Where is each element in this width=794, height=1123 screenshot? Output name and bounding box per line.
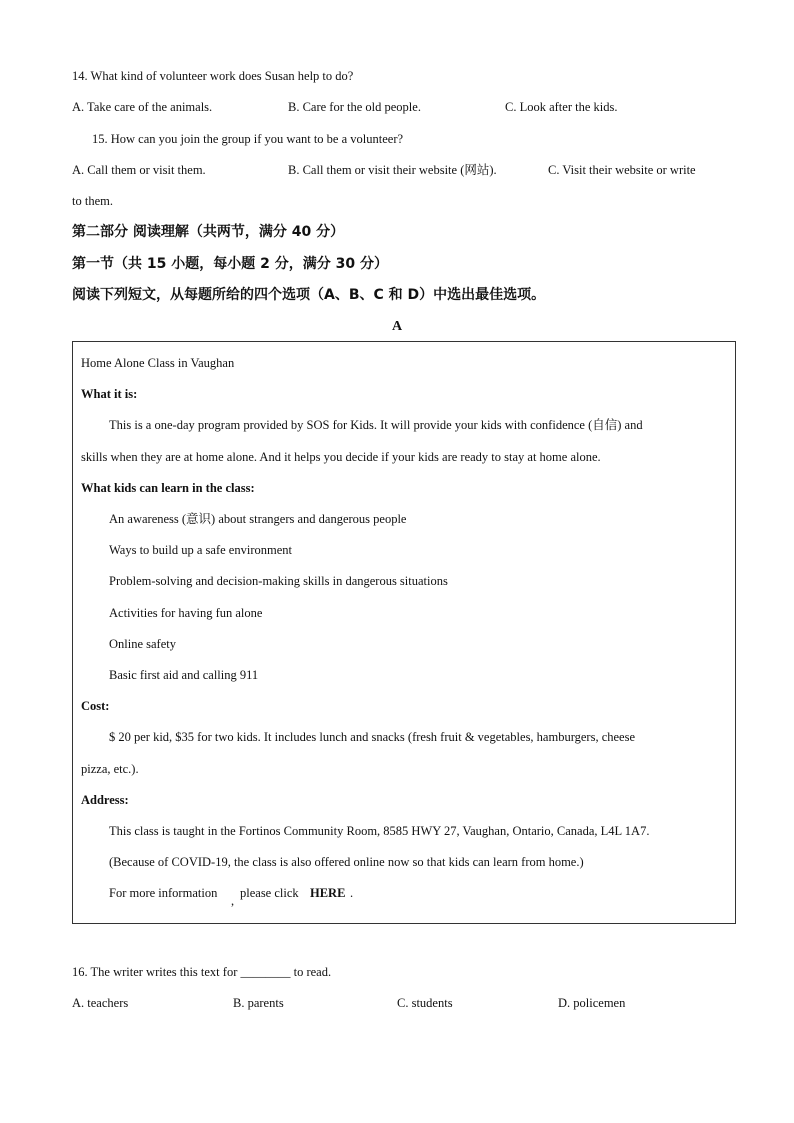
q15-option-b: B. Call them or visit their website (网站). [288,163,497,177]
here-link[interactable]: HERE [310,886,346,900]
learn-item: An awareness (意识) about strangers and dangerous people [109,512,407,526]
cost-heading: Cost: [81,699,110,713]
q16-option-d: D. policemen [558,996,626,1010]
q16-option-c: C. students [397,996,453,1010]
q15-option-c: C. Visit their website or write [548,163,696,177]
q14-option-b: B. Care for the old people. [288,100,421,114]
passage-letter: A [391,319,403,334]
cost-line-2: pizza, etc.). [81,762,139,776]
address-line-2: (Because of COVID-19, the class is also offered online now so that kids can learn from home.) [109,855,584,869]
more-info-text: For more information [109,886,218,900]
question-15: 15. How can you join the group if you want to be a volunteer? [92,132,404,146]
learn-item: Online safety [109,637,176,651]
address-heading: Address: [81,793,129,807]
learn-item: Problem-solving and decision-making skills in dangerous situations [109,574,448,588]
learn-heading: What kids can learn in the class: [81,481,255,495]
question-16: 16. The writer writes this text for ________ to read. [72,965,332,979]
what-line-2: skills when they are at home alone. And it helps you decide if your kids are ready to stay at home alone. [81,450,601,464]
what-line-1: This is a one-day program provided by SOS for Kids. It will provide your kids with confidence (自信) and [109,418,643,432]
learn-item: Ways to build up a safe environment [109,543,292,557]
q15-option-c-continued: to them. [72,194,113,208]
address-line-1: This class is taught in the Fortinos Community Room, 8585 HWY 27, Vaughan, Ontario, Canada, L4L 1A7. [109,824,650,838]
q15-option-a: A. Call them or visit them. [72,163,206,177]
q14-option-c: C. Look after the kids. [505,100,618,114]
passage-title: Home Alone Class in Vaughan [81,356,235,370]
learn-item: Basic first aid and calling 911 [109,668,259,682]
more-info-period: . [350,886,354,900]
q14-option-a: A. Take care of the animals. [72,100,213,114]
learn-item: Activities for having fun alone [109,606,263,620]
cost-line-1: $ 20 per kid, $35 for two kids. It includes lunch and snacks (fresh fruit & vegetables, hamburgers, cheese [109,730,636,744]
instructions: 阅读下列短文，从每题所给的四个选项（A、B、C 和 D）中选出最佳选项。 [72,287,546,303]
please-click-text: please click [240,886,299,900]
part2-heading: 第二部分 阅读理解（共两节，满分 40 分） [72,224,345,240]
what-heading: What it is: [81,387,138,401]
q16-option-b: B. parents [233,996,284,1010]
section1-heading: 第一节（共 15 小题，每小题 2 分，满分 30 分） [72,256,388,272]
more-info-comma: , [231,894,235,908]
q16-option-a: A. teachers [72,996,129,1010]
question-14: 14. What kind of volunteer work does Susan help to do? [72,69,354,83]
